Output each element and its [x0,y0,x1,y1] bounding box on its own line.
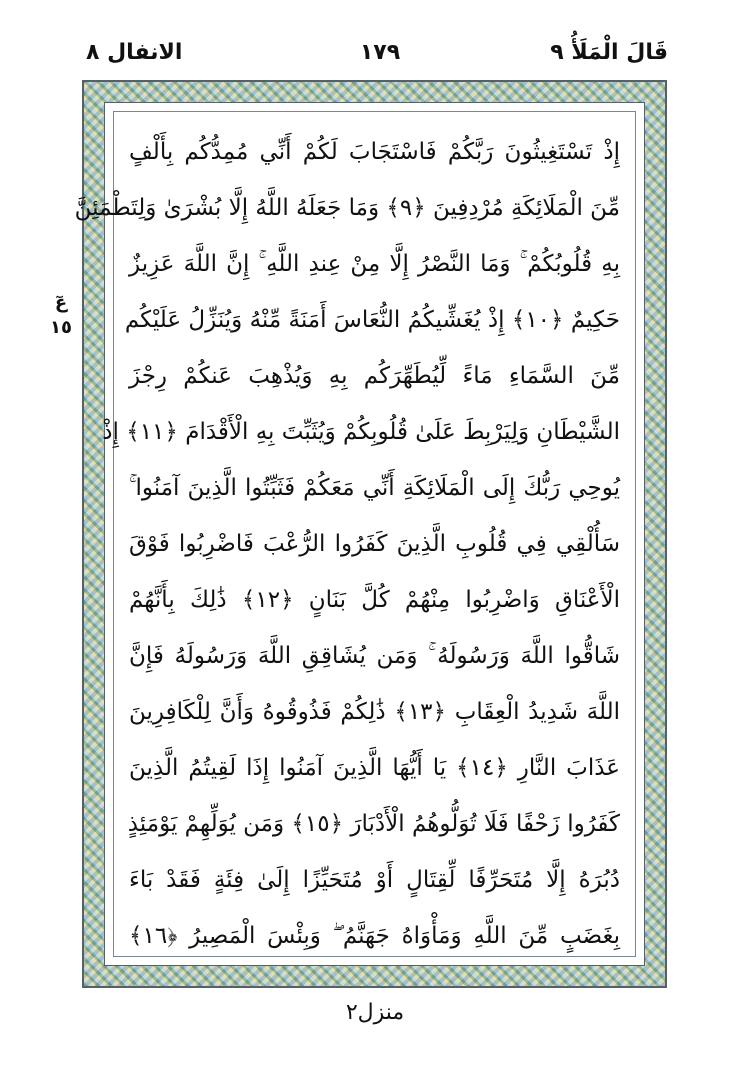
ruku-marker [46,292,76,338]
page-number: ١٧٩ [359,40,401,65]
verse-line: الشَّيْطَانِ وَلِيَرْبِطَ عَلَىٰ قُلُوبِكُمْ وَيُثَبِّتَ بِهِ الْأَقْدَامَ ﴿١١﴾ إِذْ [102,419,620,445]
verse-line: مِّنَ السَّمَاءِ مَاءً لِّيُطَهِّرَكُم بِهِ وَيُذْهِبَ عَنكُمْ رِجْزَ [129,363,620,389]
verse-line: شَاقُّوا اللَّهَ وَرَسُولَهُ ۚ وَمَن يُشَاقِقِ اللَّهَ وَرَسُولَهُ فَإِنَّ [129,643,620,669]
manzil-footer: منزل٢ [345,1000,405,1025]
ornamental-border [74,80,667,988]
verse-line: كَفَرُوا زَحْفًا فَلَا تُوَلُّوهُمُ الْأَدْبَارَ ﴿١٥﴾ وَمَن يُوَلِّهِمْ يَوْمَئِذٍ [127,811,620,837]
ruku-marker-label: عٓ [54,292,68,313]
verse-line: إِذْ تَسْتَغِيثُونَ رَبَّكُمْ فَاسْتَجَابَ لَكُمْ أَنِّي مُمِدُّكُم بِأَلْفٍ [129,139,620,165]
verse-line: حَكِيمٌ ﴿١٠﴾ إِذْ يُغَشِّيكُمُ النُّعَاسَ أَمَنَةً مِّنْهُ وَيُنَزِّلُ عَلَيْكُم [124,307,620,333]
verse-line: بِهِ قُلُوبُكُمْ ۚ وَمَا النَّصْرُ إِلَّا مِنْ عِندِ اللَّهِ ۚ إِنَّ اللَّهَ عَزِيزٌ [129,251,620,277]
verse-line: سَأُلْقِي فِي قُلُوبِ الَّذِينَ كَفَرُوا الرُّعْبَ فَاضْرِبُوا فَوْقَ [129,531,620,557]
text-panel [74,102,645,966]
verse-line: دُبُرَهُ إِلَّا مُتَحَرِّفًا لِّقِتَالٍ أَوْ مُتَحَيِّزًا إِلَىٰ فِئَةٍ فَقَدْ بَاءَ [129,867,620,893]
verse-line: مِّنَ الْمَلَائِكَةِ مُرْدِفِينَ ﴿٩﴾ وَمَا جَعَلَهُ اللَّهُ إِلَّا بُشْرَىٰ وَلِتَطْمَئِنَّ [74,195,620,221]
verse-line: عَذَابَ النَّارِ ﴿١٤﴾ يَا أَيُّهَا الَّذِينَ آمَنُوا إِذَا لَقِيتُمُ الَّذِينَ [129,755,621,781]
surah-title: الانفال ٨ [86,40,183,65]
juz-title: قَالَ الْمَلَأُ ٩ [550,40,668,65]
verse-line: اللَّهَ شَدِيدُ الْعِقَابِ ﴿١٣﴾ ذَٰلِكُمْ فَذُوقُوهُ وَأَنَّ لِلْكَافِرِينَ [129,699,620,725]
page-header [0,0,750,80]
verse-line: الْأَعْنَاقِ وَاضْرِبُوا مِنْهُمْ كُلَّ بَنَانٍ ﴿١٢﴾ ذَٰلِكَ بِأَنَّهُمْ [129,587,620,613]
verse-line: بِغَضَبٍ مِّنَ اللَّهِ وَمَأْوَاهُ جَهَنَّمُ ۖ وَبِئْسَ الْمَصِيرُ ﴿١٦﴾ [129,923,620,949]
ruku-marker-number: ١٥ [50,317,72,338]
verse-line: يُوحِي رَبُّكَ إِلَى الْمَلَائِكَةِ أَنِّي مَعَكُمْ فَثَبِّتُوا الَّذِينَ آمَنُوا ۚ [129,475,620,501]
